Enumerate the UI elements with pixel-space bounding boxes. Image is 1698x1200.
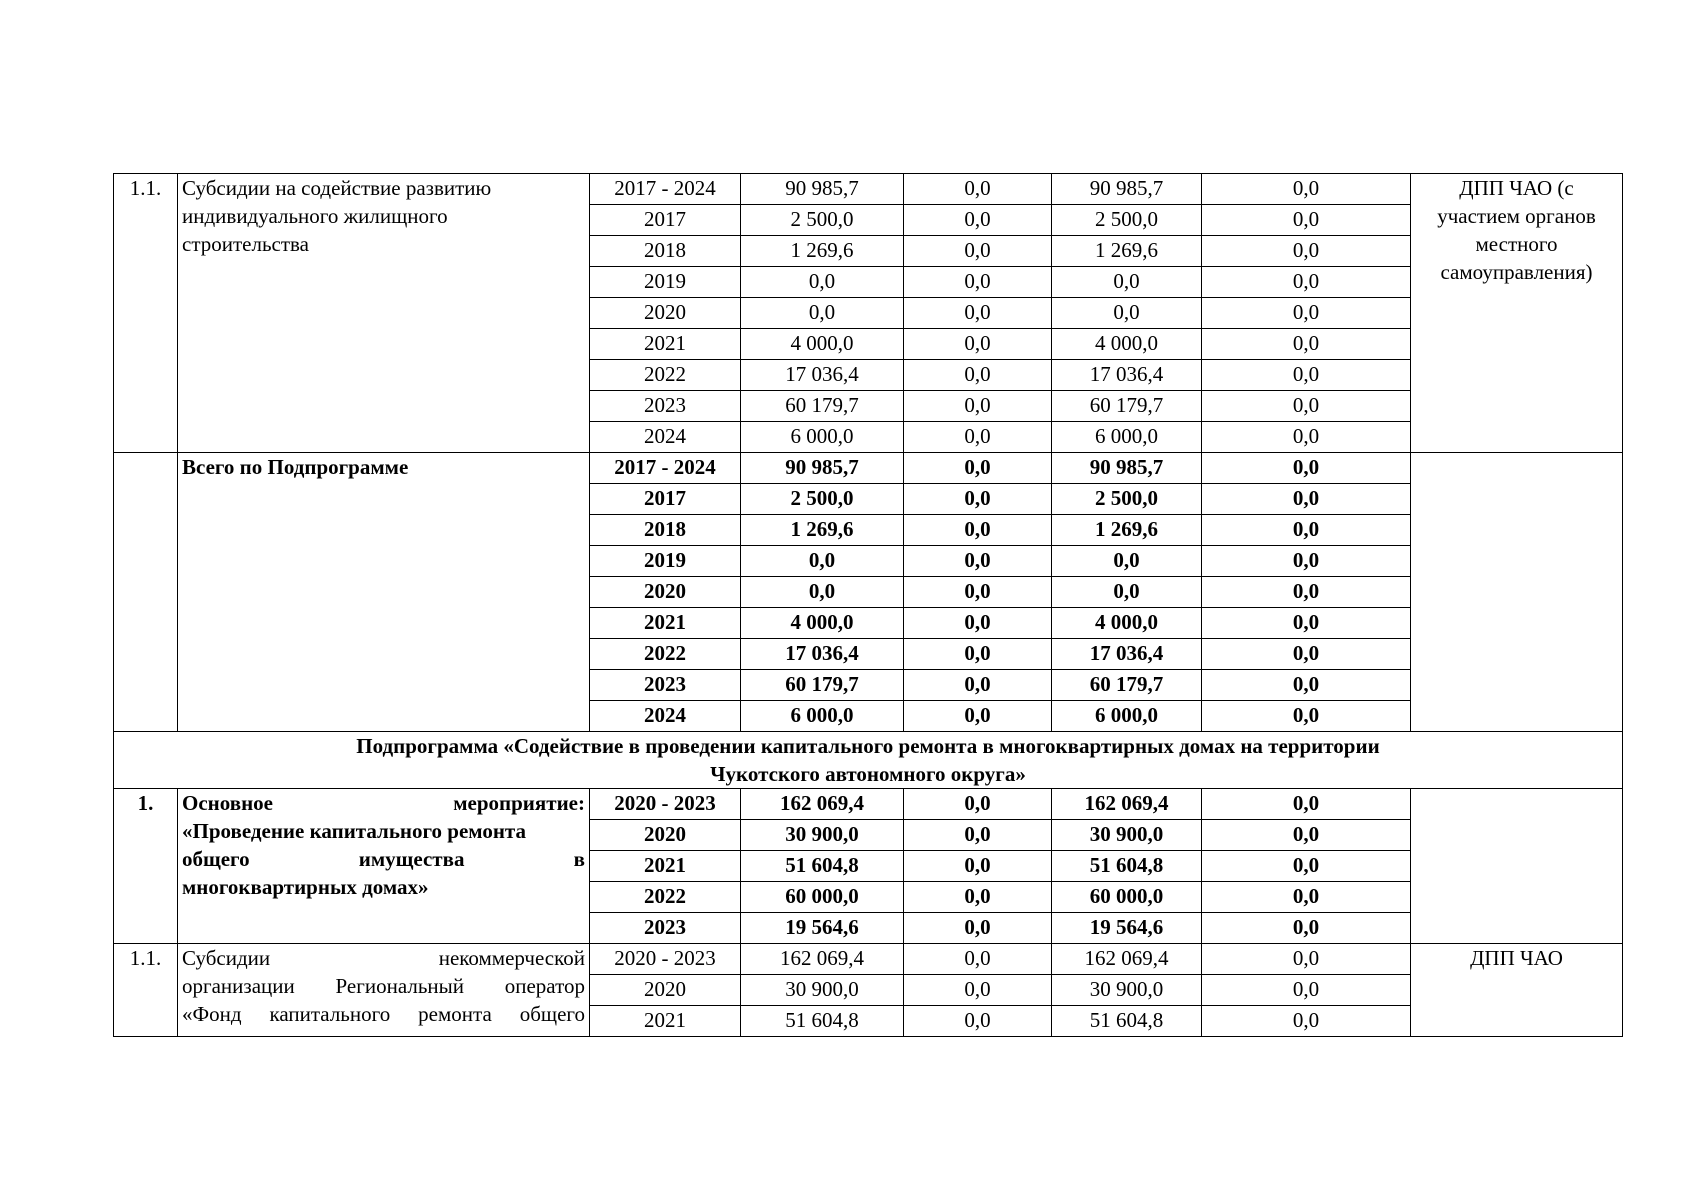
amount-cell: 19 564,6 xyxy=(741,913,904,944)
amount-cell: 6 000,0 xyxy=(1052,701,1202,732)
amount-cell: 51 604,8 xyxy=(1052,851,1202,882)
text-line: Субсидии на содействие развитию xyxy=(182,176,492,200)
amount-cell: 0,0 xyxy=(1202,882,1411,913)
amount-cell: 0,0 xyxy=(1202,391,1411,422)
amount-cell: 2 500,0 xyxy=(741,484,904,515)
total-label: Всего по Подпрограмме xyxy=(178,453,590,732)
period-cell: 2021 xyxy=(590,608,741,639)
amount-cell: 0,0 xyxy=(904,391,1052,422)
amount-cell: 17 036,4 xyxy=(1052,360,1202,391)
amount-cell: 0,0 xyxy=(904,453,1052,484)
amount-cell: 0,0 xyxy=(1052,546,1202,577)
table-row xyxy=(114,944,1623,975)
item-name xyxy=(178,174,590,453)
period-cell: 2020 xyxy=(590,577,741,608)
amount-cell: 162 069,4 xyxy=(741,789,904,820)
text-line: общего имущества в xyxy=(182,847,585,871)
period-cell: 2017 xyxy=(590,484,741,515)
amount-cell: 6 000,0 xyxy=(1052,422,1202,453)
amount-cell: 0,0 xyxy=(1202,670,1411,701)
amount-cell: 0,0 xyxy=(1202,267,1411,298)
amount-cell: 0,0 xyxy=(1202,360,1411,391)
text-line: «Проведение капитального ремонта xyxy=(182,819,526,843)
amount-cell: 0,0 xyxy=(1202,422,1411,453)
amount-cell: 1 269,6 xyxy=(741,515,904,546)
text-line: ДПП ЧАО (с xyxy=(1459,176,1574,200)
period-cell: 2022 xyxy=(590,360,741,391)
amount-cell: 2 500,0 xyxy=(1052,484,1202,515)
amount-cell: 30 900,0 xyxy=(741,820,904,851)
amount-cell: 0,0 xyxy=(1052,577,1202,608)
period-cell: 2021 xyxy=(590,851,741,882)
table-row xyxy=(114,789,1623,820)
item-name xyxy=(178,944,590,1037)
amount-cell: 0,0 xyxy=(1202,329,1411,360)
amount-cell: 0,0 xyxy=(904,267,1052,298)
text-line: Подпрограмма «Содействие в проведении капитального ремонта в многоквартирных домах на территории xyxy=(356,734,1380,758)
text-line: самоуправления) xyxy=(1440,260,1593,284)
period-cell: 2023 xyxy=(590,670,741,701)
amount-cell: 60 179,7 xyxy=(741,391,904,422)
amount-cell: 1 269,6 xyxy=(1052,515,1202,546)
amount-cell: 0,0 xyxy=(1202,639,1411,670)
text-line: «Фонд капитального ремонта общего xyxy=(182,1002,585,1026)
amount-cell: 0,0 xyxy=(741,298,904,329)
amount-cell: 0,0 xyxy=(904,851,1052,882)
amount-cell: 2 500,0 xyxy=(1052,205,1202,236)
amount-cell: 0,0 xyxy=(904,174,1052,205)
period-cell: 2024 xyxy=(590,701,741,732)
amount-cell: 0,0 xyxy=(1202,515,1411,546)
amount-cell: 0,0 xyxy=(1202,236,1411,267)
period-cell: 2017 xyxy=(590,205,741,236)
amount-cell: 6 000,0 xyxy=(741,422,904,453)
subprogram-title xyxy=(114,732,1623,789)
amount-cell: 0,0 xyxy=(1202,484,1411,515)
period-cell: 2018 xyxy=(590,236,741,267)
amount-cell: 0,0 xyxy=(741,267,904,298)
amount-cell: 60 179,7 xyxy=(1052,391,1202,422)
period-cell: 2019 xyxy=(590,546,741,577)
amount-cell: 0,0 xyxy=(904,789,1052,820)
amount-cell: 0,0 xyxy=(741,546,904,577)
text-line: организации Региональный оператор xyxy=(182,974,585,998)
program-table xyxy=(113,173,1623,1037)
period-cell: 2023 xyxy=(590,391,741,422)
amount-cell: 0,0 xyxy=(904,236,1052,267)
amount-cell: 51 604,8 xyxy=(741,851,904,882)
amount-cell: 90 985,7 xyxy=(741,453,904,484)
amount-cell: 0,0 xyxy=(741,577,904,608)
amount-cell: 2 500,0 xyxy=(741,205,904,236)
amount-cell: 30 900,0 xyxy=(1052,820,1202,851)
table-body xyxy=(114,174,1623,1037)
amount-cell: 0,0 xyxy=(904,298,1052,329)
amount-cell: 0,0 xyxy=(904,701,1052,732)
period-cell: 2019 xyxy=(590,267,741,298)
amount-cell: 0,0 xyxy=(1202,608,1411,639)
period-cell: 2017 - 2024 xyxy=(590,174,741,205)
period-cell: 2020 xyxy=(590,820,741,851)
amount-cell: 0,0 xyxy=(1202,174,1411,205)
amount-cell: 51 604,8 xyxy=(1052,1006,1202,1037)
item-number xyxy=(114,453,178,732)
amount-cell: 0,0 xyxy=(1202,577,1411,608)
text-line: индивидуального жилищного xyxy=(182,204,448,228)
text-line: строительства xyxy=(182,232,310,256)
period-cell: 2020 - 2023 xyxy=(590,944,741,975)
period-cell: 2022 xyxy=(590,639,741,670)
amount-cell: 60 000,0 xyxy=(741,882,904,913)
amount-cell: 1 269,6 xyxy=(741,236,904,267)
amount-cell: 0,0 xyxy=(904,484,1052,515)
amount-cell: 0,0 xyxy=(1202,820,1411,851)
amount-cell: 0,0 xyxy=(904,422,1052,453)
amount-cell: 0,0 xyxy=(904,670,1052,701)
amount-cell: 1 269,6 xyxy=(1052,236,1202,267)
amount-cell: 90 985,7 xyxy=(741,174,904,205)
period-cell: 2021 xyxy=(590,1006,741,1037)
executor-cell xyxy=(1411,453,1623,732)
item-name xyxy=(178,789,590,944)
executor-cell xyxy=(1411,789,1623,944)
period-cell: 2023 xyxy=(590,913,741,944)
amount-cell: 0,0 xyxy=(904,608,1052,639)
amount-cell: 0,0 xyxy=(904,360,1052,391)
amount-cell: 0,0 xyxy=(904,205,1052,236)
period-cell: 2020 xyxy=(590,975,741,1006)
amount-cell: 60 000,0 xyxy=(1052,882,1202,913)
amount-cell: 0,0 xyxy=(1052,267,1202,298)
amount-cell: 0,0 xyxy=(1202,546,1411,577)
period-cell: 2022 xyxy=(590,882,741,913)
amount-cell: 162 069,4 xyxy=(741,944,904,975)
text-line: местного xyxy=(1475,232,1558,256)
period-cell: 2020 xyxy=(590,298,741,329)
amount-cell: 162 069,4 xyxy=(1052,944,1202,975)
item-number: 1. xyxy=(114,789,178,944)
amount-cell: 17 036,4 xyxy=(1052,639,1202,670)
amount-cell: 0,0 xyxy=(1202,1006,1411,1037)
amount-cell: 30 900,0 xyxy=(1052,975,1202,1006)
table-row xyxy=(114,453,1623,484)
amount-cell: 0,0 xyxy=(1202,851,1411,882)
amount-cell: 0,0 xyxy=(904,329,1052,360)
amount-cell: 0,0 xyxy=(904,515,1052,546)
text-line: многоквартирных домах» xyxy=(182,875,429,899)
amount-cell: 17 036,4 xyxy=(741,360,904,391)
period-cell: 2018 xyxy=(590,515,741,546)
amount-cell: 0,0 xyxy=(904,975,1052,1006)
amount-cell: 4 000,0 xyxy=(1052,329,1202,360)
amount-cell: 0,0 xyxy=(904,577,1052,608)
item-number: 1.1. xyxy=(114,174,178,453)
amount-cell: 0,0 xyxy=(1202,913,1411,944)
amount-cell: 0,0 xyxy=(904,882,1052,913)
amount-cell: 0,0 xyxy=(1202,789,1411,820)
amount-cell: 90 985,7 xyxy=(1052,174,1202,205)
amount-cell: 0,0 xyxy=(1202,975,1411,1006)
amount-cell: 162 069,4 xyxy=(1052,789,1202,820)
period-cell: 2024 xyxy=(590,422,741,453)
amount-cell: 60 179,7 xyxy=(1052,670,1202,701)
amount-cell: 0,0 xyxy=(904,944,1052,975)
amount-cell: 6 000,0 xyxy=(741,701,904,732)
text-line: участием органов xyxy=(1437,204,1596,228)
period-cell: 2017 - 2024 xyxy=(590,453,741,484)
amount-cell: 0,0 xyxy=(1052,298,1202,329)
text-line: Основное мероприятие: xyxy=(182,791,585,815)
amount-cell: 0,0 xyxy=(904,639,1052,670)
executor-cell: ДПП ЧАО xyxy=(1411,944,1623,1037)
text-line: Чукотского автономного округа» xyxy=(710,762,1026,786)
amount-cell: 0,0 xyxy=(904,820,1052,851)
amount-cell: 60 179,7 xyxy=(741,670,904,701)
amount-cell: 0,0 xyxy=(1202,944,1411,975)
amount-cell: 17 036,4 xyxy=(741,639,904,670)
amount-cell: 90 985,7 xyxy=(1052,453,1202,484)
amount-cell: 0,0 xyxy=(1202,701,1411,732)
amount-cell: 0,0 xyxy=(904,913,1052,944)
amount-cell: 0,0 xyxy=(1202,205,1411,236)
amount-cell: 4 000,0 xyxy=(741,608,904,639)
amount-cell: 19 564,6 xyxy=(1052,913,1202,944)
period-cell: 2021 xyxy=(590,329,741,360)
period-cell: 2020 - 2023 xyxy=(590,789,741,820)
executor-cell xyxy=(1411,174,1623,453)
amount-cell: 4 000,0 xyxy=(741,329,904,360)
amount-cell: 0,0 xyxy=(1202,453,1411,484)
text-line: Субсидии некоммерческой xyxy=(182,946,585,970)
amount-cell: 0,0 xyxy=(904,1006,1052,1037)
amount-cell: 0,0 xyxy=(1202,298,1411,329)
subprogram-row xyxy=(114,732,1623,789)
amount-cell: 51 604,8 xyxy=(741,1006,904,1037)
item-number: 1.1. xyxy=(114,944,178,1037)
amount-cell: 30 900,0 xyxy=(741,975,904,1006)
table-row xyxy=(114,174,1623,205)
amount-cell: 0,0 xyxy=(904,546,1052,577)
amount-cell: 4 000,0 xyxy=(1052,608,1202,639)
